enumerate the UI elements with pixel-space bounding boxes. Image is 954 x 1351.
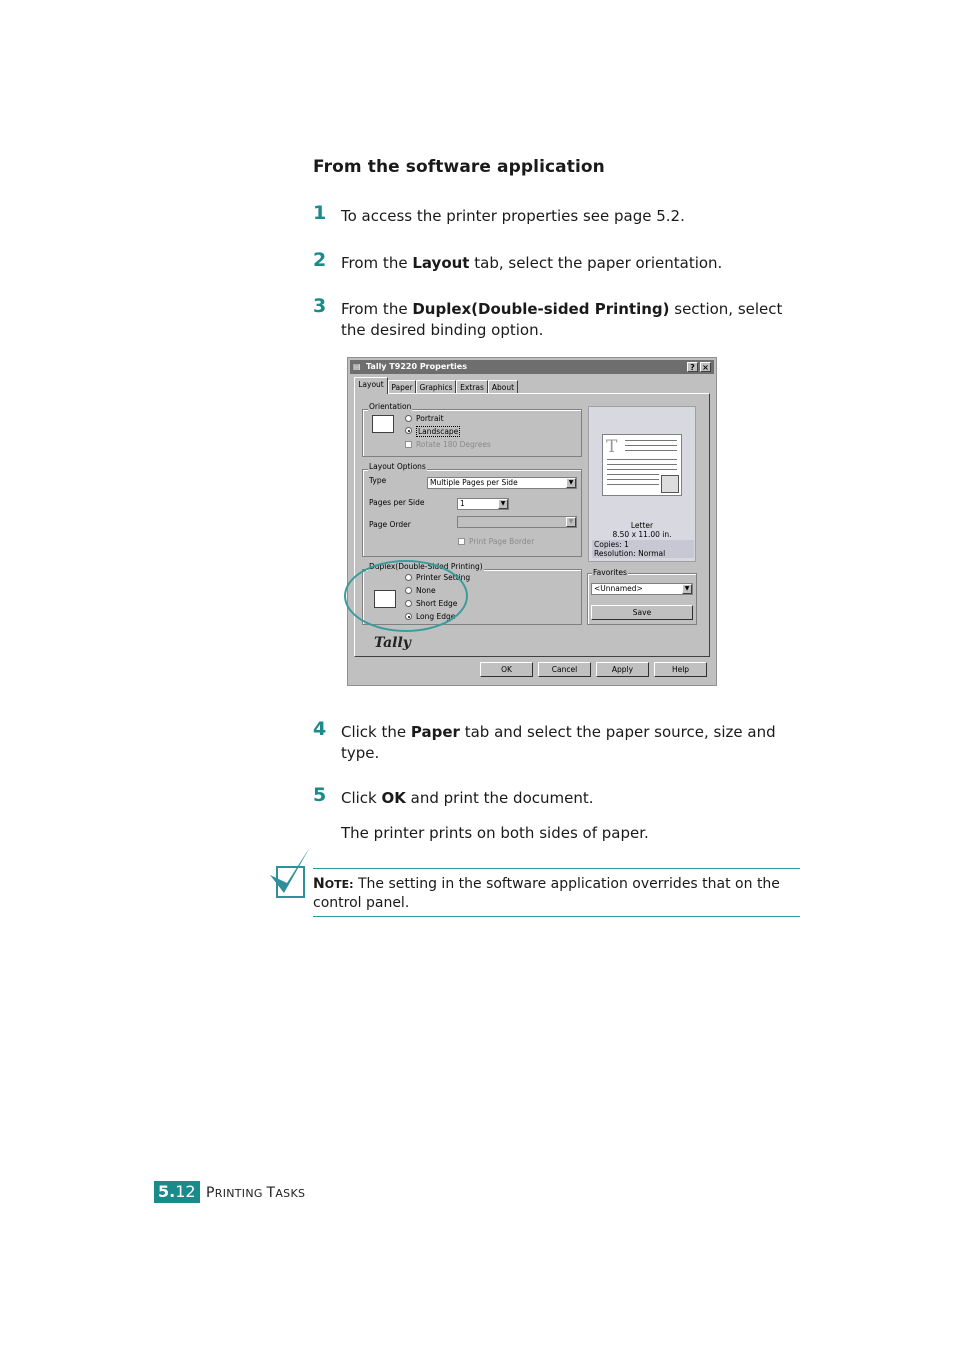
printer-properties-dialog [347, 357, 717, 686]
section-heading: From the software application [313, 157, 605, 177]
step-text: Click the [341, 723, 411, 741]
landscape-label: Landscape [418, 427, 459, 436]
close-title-button[interactable]: × [700, 362, 711, 372]
step-text: From the [341, 300, 413, 318]
pages-per-side-label: Pages per Side [369, 498, 425, 507]
preview-resolution: Resolution: Normal [594, 549, 666, 558]
dialog-title: Tally T9220 Properties [366, 362, 467, 371]
help-title-button[interactable]: ? [687, 362, 698, 372]
landscape-radio[interactable] [405, 427, 412, 434]
apply-button[interactable]: Apply [596, 662, 649, 677]
portrait-label: Portrait [416, 414, 444, 423]
printer-icon: ▤ [353, 362, 361, 371]
preview-copies: Copies: 1 [594, 540, 629, 549]
layout-options-label: Layout Options [369, 462, 426, 471]
orientation-label: Orientation [369, 402, 412, 411]
note-text: The setting in the software application overrides that on the control panel. [313, 876, 780, 911]
orientation-group [362, 409, 582, 457]
step-bold: Layout [412, 254, 470, 272]
section-title: PRINTING TASKS [206, 1185, 306, 1201]
rotate-label: Rotate 180 Degrees [416, 440, 491, 449]
step-number: 1 [313, 202, 327, 224]
preview-thumb [661, 475, 679, 493]
checkmark-note-icon [268, 845, 314, 901]
note-label-rest: OTE: [324, 878, 354, 891]
help-button[interactable]: Help [654, 662, 707, 677]
tab-about[interactable]: About [488, 380, 518, 394]
save-button[interactable]: Save [591, 605, 693, 620]
dialog-titlebar [350, 360, 714, 374]
highlight-ellipse [344, 560, 471, 632]
border-checkbox[interactable] [458, 538, 465, 545]
pages-per-side-value: 1 [460, 499, 465, 508]
step-text: tab, select the paper orientation. [469, 254, 723, 272]
border-label: Print Page Border [469, 537, 535, 546]
note-label-initial: N [313, 876, 325, 892]
step-text: section, select the desired binding option. [341, 300, 783, 339]
page-order-label: Page Order [369, 520, 411, 529]
favorites-label: Favorites [593, 568, 627, 577]
order-dropdown-icon[interactable]: ▼ [566, 517, 576, 527]
preview-letter-glyph: T [606, 437, 618, 457]
short-edge-label: Short Edge [416, 599, 458, 608]
chapter-number: 5. [158, 1182, 176, 1201]
page-order-select[interactable] [457, 516, 577, 528]
none-label: None [416, 586, 436, 595]
page-preview [588, 406, 696, 562]
preview-paper [602, 434, 682, 496]
step-text: From the [341, 254, 413, 272]
step-bold: Duplex(Double-sided Printing) [412, 300, 670, 318]
note-top-rule [313, 868, 800, 869]
note-bottom-rule [313, 916, 800, 917]
tab-extras[interactable]: Extras [456, 380, 488, 394]
page-number-box [154, 1181, 200, 1203]
step-3 [313, 295, 803, 341]
step-bold: OK [381, 789, 406, 807]
step-number: 3 [313, 295, 327, 317]
portrait-radio[interactable] [405, 415, 412, 422]
step-text: Click [341, 789, 382, 807]
tab-paper[interactable]: Paper [388, 380, 416, 394]
note-box [313, 875, 800, 912]
favorites-dropdown-icon[interactable]: ▼ [682, 584, 692, 594]
type-select[interactable] [427, 477, 577, 489]
step-text: tab and select the paper source, size and type. [341, 723, 776, 762]
cancel-button[interactable]: Cancel [538, 662, 591, 677]
step-number: 4 [313, 718, 327, 740]
step-number: 5 [313, 784, 327, 806]
favorites-select[interactable] [591, 583, 693, 595]
long-edge-label: Long Edge [416, 612, 456, 621]
step-number: 2 [313, 249, 327, 271]
favorites-value: <Unnamed> [594, 584, 643, 593]
page-number: 12 [175, 1182, 196, 1201]
type-dropdown-icon[interactable]: ▼ [566, 478, 576, 488]
step-text: and print the document. [405, 789, 594, 807]
step-text: To access the printer properties see page 5.2. [341, 207, 685, 225]
tab-graphics[interactable]: Graphics [416, 380, 456, 394]
type-value: Multiple Pages per Side [430, 478, 518, 487]
tab-layout[interactable]: Layout [354, 377, 388, 394]
rotate-checkbox[interactable] [405, 441, 412, 448]
ok-button[interactable]: OK [480, 662, 533, 677]
step-2 [313, 249, 803, 274]
duplex-label: Duplex(Double-Sided Printing) [369, 562, 483, 571]
preview-paper-name: Letter [630, 521, 654, 530]
step-4 [313, 718, 803, 764]
landscape-icon [372, 415, 394, 433]
printer-setting-label: Printer Setting [416, 573, 471, 582]
tally-logo: Tally [374, 635, 411, 651]
preview-paper-size: 8.50 x 11.00 in. [612, 530, 672, 539]
type-label: Type [369, 476, 387, 485]
step-5 [313, 784, 803, 809]
pages-dropdown-icon[interactable]: ▼ [498, 499, 508, 509]
step-1 [313, 202, 803, 227]
result-text: The printer prints on both sides of paper. [341, 824, 649, 842]
step-bold: Paper [410, 723, 460, 741]
